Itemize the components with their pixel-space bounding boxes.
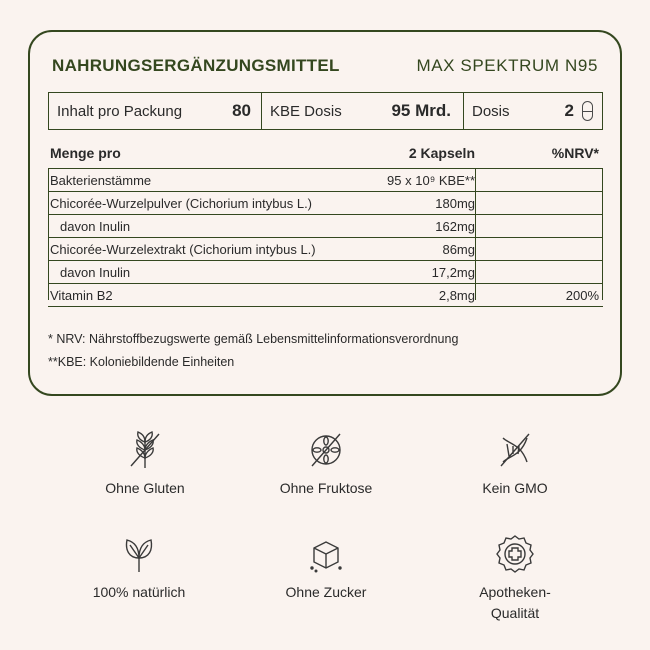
feature-label-line1: Apotheken- [479,584,551,600]
row-name: Chicorée-Wurzelpulver (Cichorium intybus L.) [50,196,313,211]
footnote-nrv: * NRV: Nährstoffbezugswerte gemäß Lebensmittelinformationsverordnung [48,332,459,346]
table-row [48,284,603,307]
leaves-icon [119,534,159,574]
fruit-crossed-icon [306,430,346,470]
header-menge: Menge pro [50,145,121,161]
dose-label: Dosis [472,103,510,120]
row-name: davon Inulin [60,219,131,234]
dose-cell [463,93,602,129]
dna-crossed-icon [495,430,535,470]
nutrition-table [48,138,603,307]
feature-gluten-free [60,430,230,499]
table-row [48,261,603,284]
package-content-label: Inhalt pro Packung [57,103,183,120]
feature-label: Ohne Fruktose [279,480,373,496]
feature-natural [54,534,224,603]
info-row [48,92,603,130]
pharmacy-badge-icon [495,534,535,574]
table-row [48,215,603,238]
category-title: NAHRUNGSERGÄNZUNGSMITTEL [52,56,340,75]
panel-title [52,56,598,78]
row-amount: 180mg [435,196,475,211]
dose-value: 2 [564,101,574,120]
kbe-dose-label: KBE Dosis [270,103,342,120]
row-amount: 95 x 10⁹ KBE** [387,173,475,188]
feature-fructose-free [241,430,411,499]
product-name: MAX SPEKTRUM N95 [416,56,598,75]
table-row [48,192,603,215]
row-name: Chicorée-Wurzelextrakt (Cichorium intybus L.) [50,242,316,257]
row-name: Bakterienstämme [50,173,152,188]
package-content-value: 80 [232,101,251,120]
row-amount: 86mg [442,242,475,257]
feature-label: 100% natürlich [92,584,186,600]
kbe-dose-value: 95 Mrd. [391,101,451,120]
capsule-icon [582,101,593,121]
feature-label: Ohne Zucker [285,584,367,600]
footnotes [48,332,458,378]
feature-label-line2: Qualität [490,605,540,621]
feature-no-gmo [430,430,600,499]
header-kapseln: 2 Kapseln [408,145,475,161]
footnote-kbe: **KBE: Koloniebildende Einheiten [48,355,235,369]
feature-label [430,582,600,624]
table-row [48,238,603,261]
row-amount: 162mg [435,219,475,234]
header-nrv: %NRV* [551,145,599,161]
feature-label: Ohne Gluten [105,480,185,496]
row-name: Vitamin B2 [50,288,113,303]
feature-label: Kein GMO [482,480,548,496]
feature-pharmacy-quality [430,534,600,624]
row-nrv: 200% [565,288,599,303]
kbe-dose-cell [261,93,463,129]
row-amount: 2,8mg [438,288,475,303]
wheat-crossed-icon [125,430,165,470]
row-amount: 17,2mg [431,265,475,280]
table-right-border [602,168,603,300]
table-left-border [48,168,49,300]
table-header [48,138,603,169]
table-row [48,169,603,192]
row-name: davon Inulin [60,265,131,280]
sugar-cube-icon [306,534,346,574]
table-column-divider [475,168,476,300]
package-content-cell [49,93,261,129]
nutrition-panel [28,30,622,396]
feature-sugar-free [241,534,411,603]
